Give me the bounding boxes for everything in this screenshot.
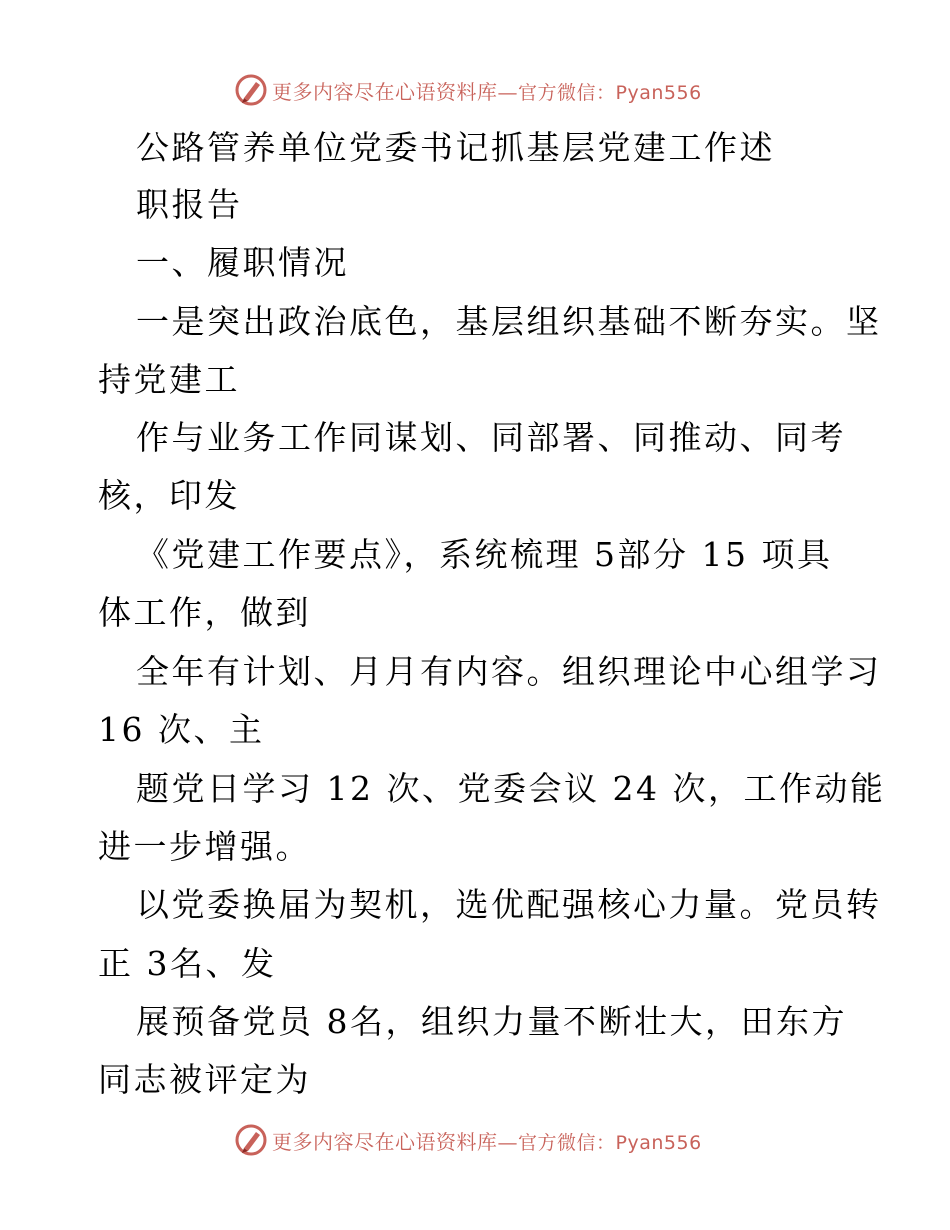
watermark-text: 更多内容尽在心语资料库—官方微信：Pyan556 — [272, 79, 702, 104]
paragraph-line: 进一步增强。 — [98, 827, 311, 866]
pen-circle-logo-icon — [234, 1123, 268, 1157]
document-title-line2: 职报告 — [136, 185, 243, 224]
paragraph-line: 一是突出政治底色，基层组织基础不断夯实。坚 — [136, 302, 882, 341]
pen-circle-logo-icon — [234, 73, 268, 107]
document-title-line1: 公路管养单位党委书记抓基层党建工作述 — [136, 128, 775, 167]
watermark-text: 更多内容尽在心语资料库—官方微信：Pyan556 — [272, 1129, 702, 1154]
paragraph-line: 作与业务工作同谋划、同部署、同推动、同考 — [136, 418, 846, 457]
paragraph-line: 正 3名、发 — [98, 944, 277, 983]
paragraph-line: 展预备党员 8名，组织力量不断壮大，田东方 — [136, 1002, 847, 1041]
paragraph-line: 持党建工 — [98, 360, 240, 399]
paragraph-line: 全年有计划、月月有内容。组织理论中心组学习 — [136, 652, 882, 691]
paragraph-line: 同志被评定为 — [98, 1060, 311, 1099]
paragraph-line: 《党建工作要点》，系统梳理 5部分 15 项具 — [136, 535, 833, 574]
watermark-banner-bottom — [234, 1120, 702, 1160]
paragraph-line: 核，印发 — [98, 476, 240, 515]
paragraph-line: 16 次、主 — [98, 710, 265, 749]
paragraph-line: 体工作，做到 — [98, 593, 311, 632]
section-heading: 一、履职情况 — [136, 243, 349, 282]
watermark-banner-top — [234, 70, 702, 110]
paragraph-line: 以党委换届为契机，选优配强核心力量。党员转 — [136, 885, 882, 924]
paragraph-line: 题党日学习 12 次、党委会议 24 次，工作动能 — [136, 769, 886, 808]
